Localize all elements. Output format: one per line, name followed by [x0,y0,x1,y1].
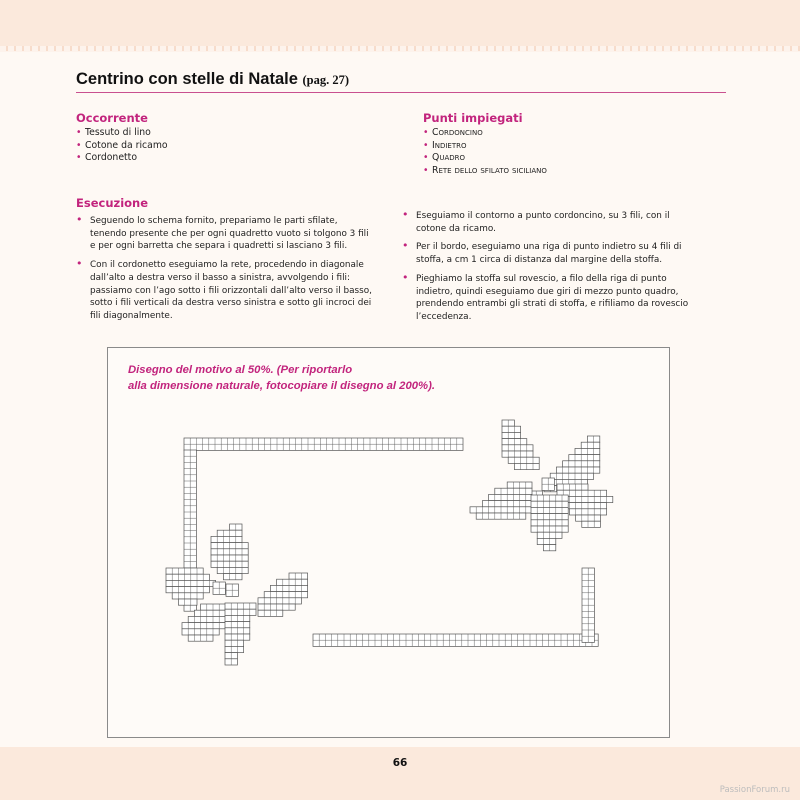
materials-item: • Cotone da ricamo [76,140,168,153]
site-watermark: PassionForum.ru [719,785,790,795]
stitches-item: • Cordoncino [423,127,547,140]
page-number: 66 [392,757,408,769]
stitches-heading: Punti impiegati [423,111,523,125]
title-underline [76,92,726,93]
star-motif-upper-right [470,420,613,551]
execution-step: • Seguendo lo schema fornito, prepariamo le parti sfilate, tenendo presente che per ogni quadretto vuoto si tolgono 3 fili e per ogni barretta che separa i quadretti si lasciano 3 fili. [76,215,376,253]
diagram-caption-line: Disegno del motivo al 50%. (Per riportarlo [128,364,353,376]
materials-item: • Cordonetto [76,152,168,165]
drawn-thread-grid-pattern [108,348,669,737]
stitches-item: • Quadro [423,152,547,165]
motif-diagram [107,347,670,738]
title-page-reference: (pag. 27) [302,73,350,87]
title-main: Centrino con stelle di Natale [76,70,298,88]
stitches-list [423,127,547,177]
page-title [76,70,349,89]
materials-item: • Tessuto di lino [76,127,168,140]
corner-border-bottom-right [313,568,598,646]
execution-heading: Esecuzione [76,196,149,210]
execution-step: • Per il bordo, eseguiamo una riga di punto indietro su 4 fili di stoffa, a cm 1 circa di distanza dal margine della stoffa. [402,241,690,266]
stitches-item: • Rete dello sfilato siciliano [423,165,547,178]
materials-list [76,127,168,165]
page-bottom-strip [0,747,800,800]
execution-step: • Eseguiamo il contorno a punto cordoncino, su 3 fili, con il cotone da ricamo. [402,210,690,235]
materials-heading: Occorrente [76,111,148,125]
stitches-item: • Indietro [423,140,547,153]
diagram-caption-line: alla dimensione naturale, fotocopiare il disegno al 200%). [128,379,435,392]
page-top-strip [0,0,800,50]
execution-step: • Con il cordonetto eseguiamo la rete, procedendo in diagonale dall’alto a destra verso il basso a sinistra, avvolgendo i fili: passiamo con l’ago sotto i fili orizzontali dall’alto verso il basso, sotto i fili verticali da destra verso sinistra e sotto gli incroci dei fili diagonalmente. [76,259,376,323]
page-top-edge [0,46,800,51]
execution-right-column [402,210,690,330]
execution-left-column [76,215,376,329]
execution-step: • Pieghiamo la stoffa sul rovescio, a filo della riga di punto indietro, quindi eseguiamo due giri di mezzo punto quadro, prendendo entrambi gli strati di stoffa, e rifiliamo da rovescio l’eccedenza. [402,273,690,324]
